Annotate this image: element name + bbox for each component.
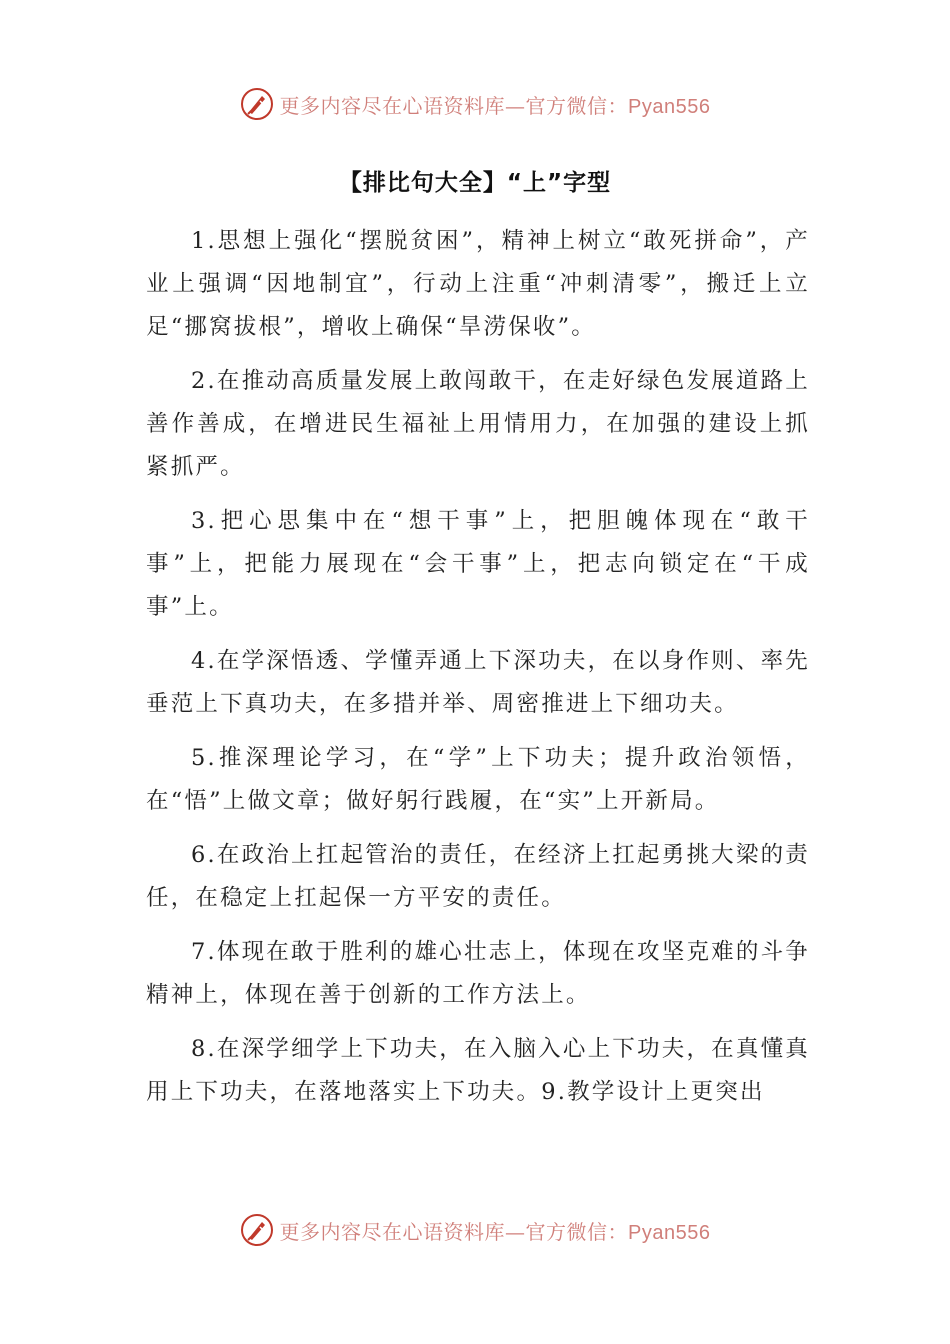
watermark-text: 更多内容尽在心语资料库—官方微信：Pyan556 [279, 93, 711, 118]
paragraph-2: 2.在推动高质量发展上敢闯敢干，在走好绿色发展道路上善作善成，在增进民生福祉上用情用力，在加强的建设上抓紧抓严。 [146, 368, 810, 480]
footer-watermark [0, 1210, 950, 1250]
wechat-id: Pyan556 [628, 95, 711, 118]
paragraph-7: 7.体现在敢于胜利的雄心壮志上，体现在攻坚克难的斗争精神上，体现在善于创新的工作方法上。 [146, 939, 810, 1008]
paragraph-3: 3.把心思集中在“想干事”上，把胆魄体现在“敢干事”上，把能力展现在“会干事”上，把志向锁定在“干成事”上。 [146, 508, 810, 620]
document-body [146, 220, 810, 1125]
quill-seal-icon [240, 1213, 274, 1247]
paragraph-8: 8.在深学细学上下功夫，在入脑入心上下功夫，在真懂真用上下功夫，在落地落实上下功夫。9.教学设计上更突出 [146, 1036, 810, 1105]
wechat-id: Pyan556 [628, 1221, 711, 1244]
watermark-text: 更多内容尽在心语资料库—官方微信：Pyan556 [279, 1219, 711, 1244]
paragraph-6: 6.在政治上扛起管治的责任，在经济上扛起勇挑大梁的责任，在稳定上扛起保一方平安的责任。 [146, 842, 810, 911]
document-title: 【排比句大全】“上”字型 [338, 170, 612, 196]
quill-seal-icon [240, 87, 274, 121]
header-watermark [0, 84, 950, 124]
paragraph-1: 1.思想上强化“摆脱贫困”，精神上树立“敢死拼命”，产业上强调“因地制宜”，行动上注重“冲刺清零”，搬迁上立足“挪窝拔根”，增收上确保“旱涝保收”。 [146, 228, 810, 340]
paragraph-5: 5.推深理论学习，在“学”上下功夫；提升政治领悟，在“悟”上做文章；做好躬行践履，在“实”上开新局。 [146, 745, 810, 814]
paragraph-4: 4.在学深悟透、学懂弄通上下深功夫，在以身作则、率先垂范上下真功夫，在多措并举、周密推进上下细功夫。 [146, 648, 810, 717]
